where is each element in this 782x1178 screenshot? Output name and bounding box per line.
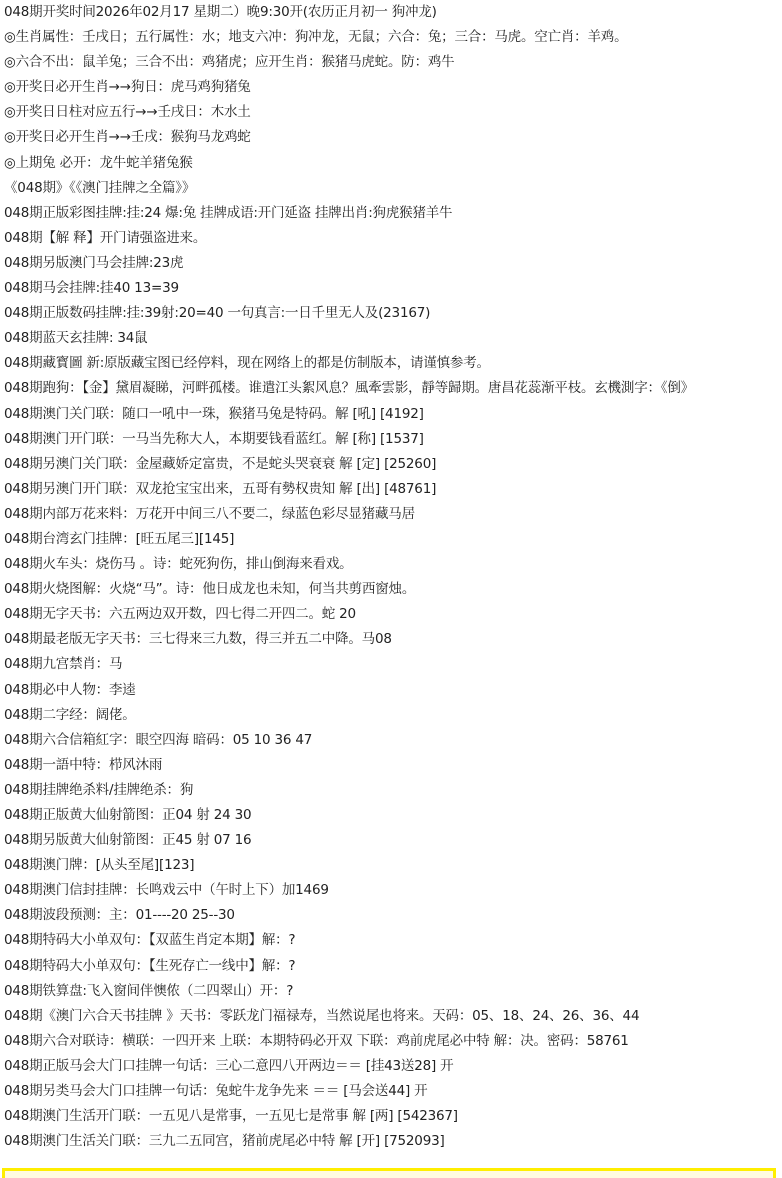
text-line: 048期正版黄大仙射箭图：正04 射 24 30	[4, 807, 252, 823]
text-line: 048期挂牌绝杀料/挂牌绝杀：狗	[4, 781, 194, 798]
text-line: 048期二字经：阔佬。	[4, 706, 136, 723]
text-line: 048期蓝天玄挂牌: 34鼠	[4, 330, 148, 347]
text-line: 048期内部万花来料：万花开中间三八不要二，绿蓝色彩尽显猪藏马居	[4, 505, 415, 522]
text-line: 048期正版数码挂牌:挂:39射:20=40 一句真言:一日千里无人及(23167)	[4, 305, 431, 322]
text-line: 048期无字天书：六五两边双开数，四七得二开四二。蛇 20	[4, 606, 356, 623]
text-line: 048期澳门牌：[从头至尾][123]	[4, 857, 195, 874]
text-line: 048期火烧图解：火烧“马”。诗：他日成龙也未知，何当共剪西窗烛。	[4, 581, 416, 598]
text-line: 048期跑狗：【金】黛眉凝睇，河畔孤楼。谁遣江头絮风息？風牽雲影，靜等歸期。唐昌花蕊渐平枝。玄機測字：《倒》	[4, 380, 694, 397]
text-line: 048期《澳门六合天书挂牌 》天书：零跃龙门福禄寿，当然说尾也将来。天码：05、18、24、26、36、44	[4, 1007, 640, 1024]
text-line: ◎六合不出：鼠羊兔；三合不出：鸡猪虎；应开生肖：猴猪马虎蛇。防：鸡牛	[4, 54, 455, 71]
text-line: 048期波段预测：主：01----20 25--30	[4, 907, 235, 924]
text-line: ◎开奖日日柱对应五行→→壬戌日：木水土	[4, 104, 251, 121]
text-line: ◎开奖日必开生肖→→壬戌：猴狗马龙鸡蛇	[4, 129, 251, 146]
text-line: 048期另版黄大仙射箭图：正45 射 07 16	[4, 832, 252, 849]
text-line: 048期特码大小单双句：【生死存亡一线中】解：?	[4, 957, 296, 974]
text-line: 048期铁算盘:飞入窗间伴懊侬（二四翠山）开：?	[4, 982, 294, 999]
text-line: 048期火车头：烧伤马 。诗：蛇死狗伤，排山倒海来看戏。	[4, 556, 353, 573]
highlight-box	[2, 1168, 776, 1178]
text-line: 048期一語中特：栉风沐雨	[4, 756, 163, 773]
text-line: 048期另澳门关门联：金屋藏娇定富贵，不是蛇头哭衰衰 解 [定] [25260]	[4, 455, 437, 472]
text-line: 048期正版马会大门口挂牌一句话：三心二意四八开两边＝＝ [挂43送28] 开	[4, 1057, 454, 1074]
text-line: 048期澳门开门联：一马当先称大人，本期要钱看蓝红。解 [称] [1537]	[4, 430, 424, 447]
text-line: ◎上期兔 必开：龙牛蛇羊猪兔猴	[4, 154, 193, 171]
text-line: ◎开奖日必开生肖→→狗日：虎马鸡狗猪兔	[4, 79, 251, 96]
text-line: 《048期》《《澳门挂牌之全篇》》	[4, 179, 196, 196]
text-line: 048期九宫禁肖：马	[4, 656, 123, 673]
text-line: 048期正版彩图挂牌:挂:24 爆:兔 挂牌成语:开门延盗 挂牌出肖:狗虎猴猪羊牛	[4, 204, 453, 221]
post-content	[4, 0, 780, 1154]
text-line: 048期澳门生活开门联：一五见八是常事，一五见七是常事 解 [两] [542367]	[4, 1108, 458, 1125]
text-line: 048期最老版无字天书：三七得来三九数，得三并五二中降。马08	[4, 631, 392, 648]
text-line: ◎生肖属性：壬戌日；五行属性：水；地支六冲：狗冲龙，无鼠；六合：兔；三合：马虎。空亡肖：羊鸡。	[4, 29, 628, 46]
text-line: 048期另版澳门马会挂牌:23虎	[4, 254, 184, 271]
text-line: 048期【解 释】开门请强盗进来。	[4, 229, 207, 246]
text-line: 048期另澳门开门联：双龙抢宝宝出来，五哥有勢权贵知 解 [出] [48761]	[4, 480, 437, 497]
text-line: 048期澳门生活关门联：三九二五同宫，猪前虎尾必中特 解 [开] [752093]	[4, 1133, 445, 1150]
text-line: 048期马会挂牌:挂40 13=39	[4, 280, 179, 297]
text-line: 048期必中人物：李逵	[4, 681, 136, 698]
text-line: 048期藏寳圖 新:原版藏宝图已经停料，现在网络上的都是仿制版本，请谨慎参考。	[4, 355, 490, 372]
text-line: 048期六合对联诗：横联：一四开来 上联：本期特码必开双 下联：鸡前虎尾必中特 解：决。密码：58761	[4, 1032, 629, 1049]
text-line: 048期开奖时间2026年02月17 星期二）晚9:30开(农历正月初一 狗冲龙)	[4, 4, 437, 20]
text-line: 048期澳门关门联：随口一吼中一珠，猴猪马兔是特码。解 [吼] [4192]	[4, 405, 424, 422]
text-line: 048期特码大小单双句：【双蓝生肖定本期】解：?	[4, 932, 296, 949]
text-line: 048期另类马会大门口挂牌一句话：兔蛇牛龙争先来 ＝＝ [马会送44] 开	[4, 1083, 428, 1100]
text-line: 048期六合信箱紅字：眼空四海 暗码：05 10 36 47	[4, 731, 313, 748]
text-line: 048期澳门信封挂牌：长鸣戏云中（午时上下）加1469	[4, 882, 329, 899]
text-line: 048期台湾玄门挂牌：[旺五尾三][145]	[4, 530, 235, 547]
